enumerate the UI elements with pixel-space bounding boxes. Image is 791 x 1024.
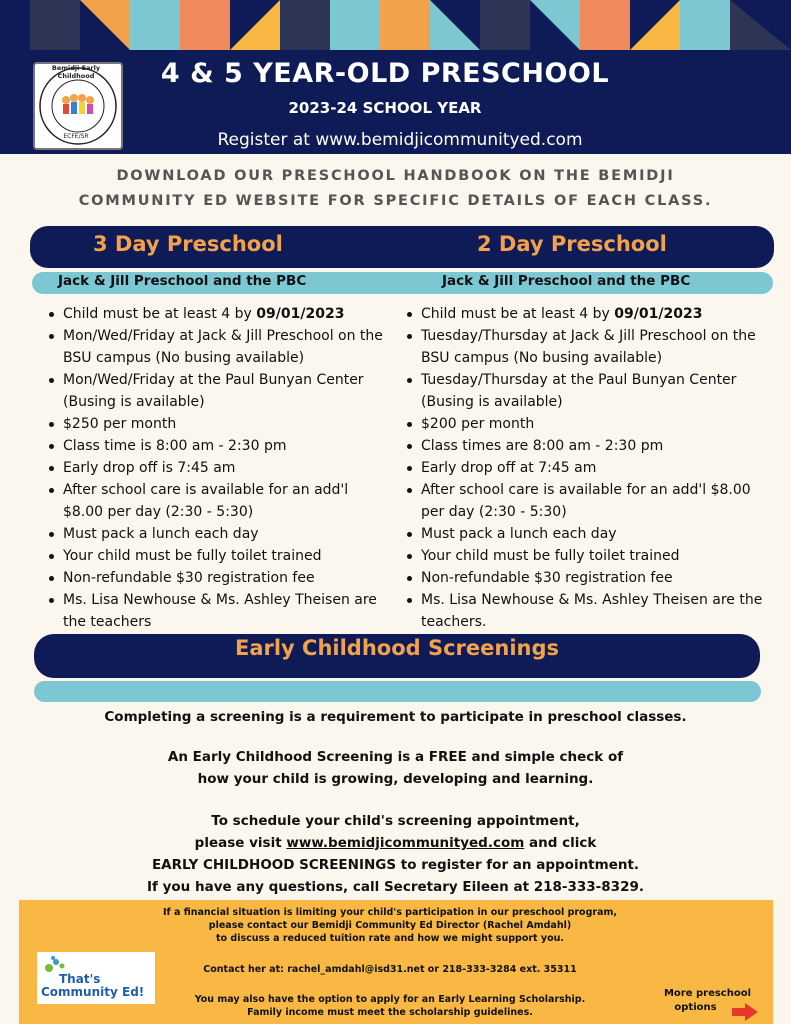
item-text: Must pack a lunch each day (63, 526, 259, 542)
footer-line-1: If a financial situation is limiting your child's participation in our preschool program, (163, 907, 617, 918)
item-text: $250 per month (63, 416, 177, 432)
right-item (405, 413, 770, 435)
right-column-subtitle: Jack & Jill Preschool and the PBC (442, 273, 691, 289)
item-text: After school care is available for an add'l $8.00 per day (2:30 - 5:30) (421, 482, 751, 520)
item-text: Mon/Wed/Friday at the Paul Bunyan Center (Busing is available) (63, 372, 364, 410)
screening-title: Early Childhood Screenings (234, 636, 560, 660)
footer-scholarship-1: You may also have the option to apply for an Early Learning Scholarship. (194, 994, 586, 1005)
schedule-line-2 (40, 832, 751, 854)
right-item (405, 369, 770, 413)
logo-line-2: Community Ed! (41, 985, 145, 999)
footer-contact: Contact her at: rachel_amdahl@isd31.net or 218-333-3284 ext. 35311 (203, 964, 577, 975)
screening-requirement: Completing a screening is a requirement to participate in preschool classes. (104, 709, 687, 725)
right-item (405, 479, 770, 523)
item-text: Non-refundable $30 registration fee (63, 570, 315, 586)
item-text: Ms. Lisa Newhouse & Ms. Ashley Theisen are the teachers. (421, 592, 763, 630)
right-column-title: 2 Day Preschool (477, 232, 667, 256)
screening-desc-2: how your child is growing, developing and learning. (197, 771, 594, 787)
more-options-line-2: options (674, 1002, 717, 1013)
left-details-list (47, 303, 392, 633)
logo-top-text: Bemidji Early Childhood (51, 64, 101, 80)
item-text: Ms. Lisa Newhouse & Ms. Ashley Theisen are the teachers (63, 592, 377, 630)
left-column-subtitle: Jack & Jill Preschool and the PBC (58, 273, 307, 289)
left-item (47, 413, 392, 435)
school-year: 2023-24 SCHOOL YEAR (288, 99, 482, 117)
left-item (47, 567, 392, 589)
right-details-list (405, 303, 770, 633)
item-text: Early drop off at 7:45 am (421, 460, 597, 476)
right-item (405, 325, 770, 369)
schedule-line-1: To schedule your child's screening appointment, (211, 813, 580, 829)
footer-line-3: to discuss a reduced tuition rate and how we might support you. (216, 933, 564, 944)
item-date: 09/01/2023 (256, 306, 345, 322)
community-ed-link[interactable]: www.bemidjicommunityed.com (286, 835, 525, 851)
logo-bottom-text: ECFE/SR (63, 133, 89, 140)
thats-community-ed-logo (37, 952, 155, 1004)
right-item (405, 523, 770, 545)
left-item (47, 479, 392, 523)
right-item (405, 545, 770, 567)
screening-subtitle-bar (34, 681, 761, 702)
left-item (47, 435, 392, 457)
item-text: Class time is 8:00 am - 2:30 pm (63, 438, 287, 454)
right-item (405, 589, 770, 633)
register-link[interactable]: Register at www.bemidjicommunityed.com (217, 130, 583, 150)
handbook-line-2: COMMUNITY ED WEBSITE FOR SPECIFIC DETAILS OF EACH CLASS. (78, 193, 713, 209)
item-text: Early drop off is 7:45 am (63, 460, 236, 476)
item-text: Child must be at least 4 by (63, 306, 257, 322)
item-text: Your child must be fully toilet trained (63, 548, 322, 564)
left-item (47, 303, 392, 325)
right-item (405, 457, 770, 479)
left-item (47, 545, 392, 567)
right-item (405, 567, 770, 589)
left-item (47, 325, 392, 369)
schedule-visit-text: please visit (194, 835, 287, 851)
item-text: Child must be at least 4 by (421, 306, 615, 322)
item-text: Mon/Wed/Friday at Jack & Jill Preschool on the BSU campus (No busing available) (63, 328, 383, 366)
handbook-line-1: DOWNLOAD OUR PRESCHOOL HANDBOOK ON THE BEMIDJI (116, 168, 675, 184)
item-text: $200 per month (421, 416, 535, 432)
schedule-line-3: EARLY CHILDHOOD SCREENINGS to register for an appointment. (151, 857, 640, 873)
right-item (405, 303, 770, 325)
left-column-title: 3 Day Preschool (93, 232, 283, 256)
left-item (47, 589, 392, 633)
schedule-click-text: and click (524, 835, 597, 851)
decorative-pattern-strip (0, 0, 791, 50)
item-text: Class times are 8:00 am - 2:30 pm (421, 438, 664, 454)
handbook-notice (30, 164, 761, 214)
page-title: 4 & 5 YEAR-OLD PRESCHOOL (160, 58, 610, 89)
footer-line-2: please contact our Bemidji Community Ed Director (Rachel Amdahl) (208, 920, 572, 931)
item-text: Must pack a lunch each day (421, 526, 617, 542)
left-item (47, 369, 392, 413)
more-options-line-1: More preschool (663, 988, 752, 999)
schedule-line-4: If you have any questions, call Secretary Eileen at 218-333-8329. (147, 879, 644, 895)
left-item (47, 523, 392, 545)
item-date: 09/01/2023 (614, 306, 703, 322)
item-text: Tuesday/Thursday at the Paul Bunyan Center (Busing is available) (421, 372, 737, 410)
right-item (405, 435, 770, 457)
footer-scholarship-2: Family income must meet the scholarship guidelines. (247, 1007, 533, 1018)
screening-desc-1: An Early Childhood Screening is a FREE and simple check of (167, 749, 624, 765)
item-text: After school care is available for an add'l $8.00 per day (2:30 - 5:30) (63, 482, 349, 520)
logo-line-1: That's (59, 972, 101, 986)
item-text: Tuesday/Thursday at Jack & Jill Preschool on the BSU campus (No busing available) (421, 328, 756, 366)
item-text: Your child must be fully toilet trained (421, 548, 680, 564)
arrow-right-icon[interactable] (732, 1003, 758, 1021)
left-item (47, 457, 392, 479)
item-text: Non-refundable $30 registration fee (421, 570, 673, 586)
